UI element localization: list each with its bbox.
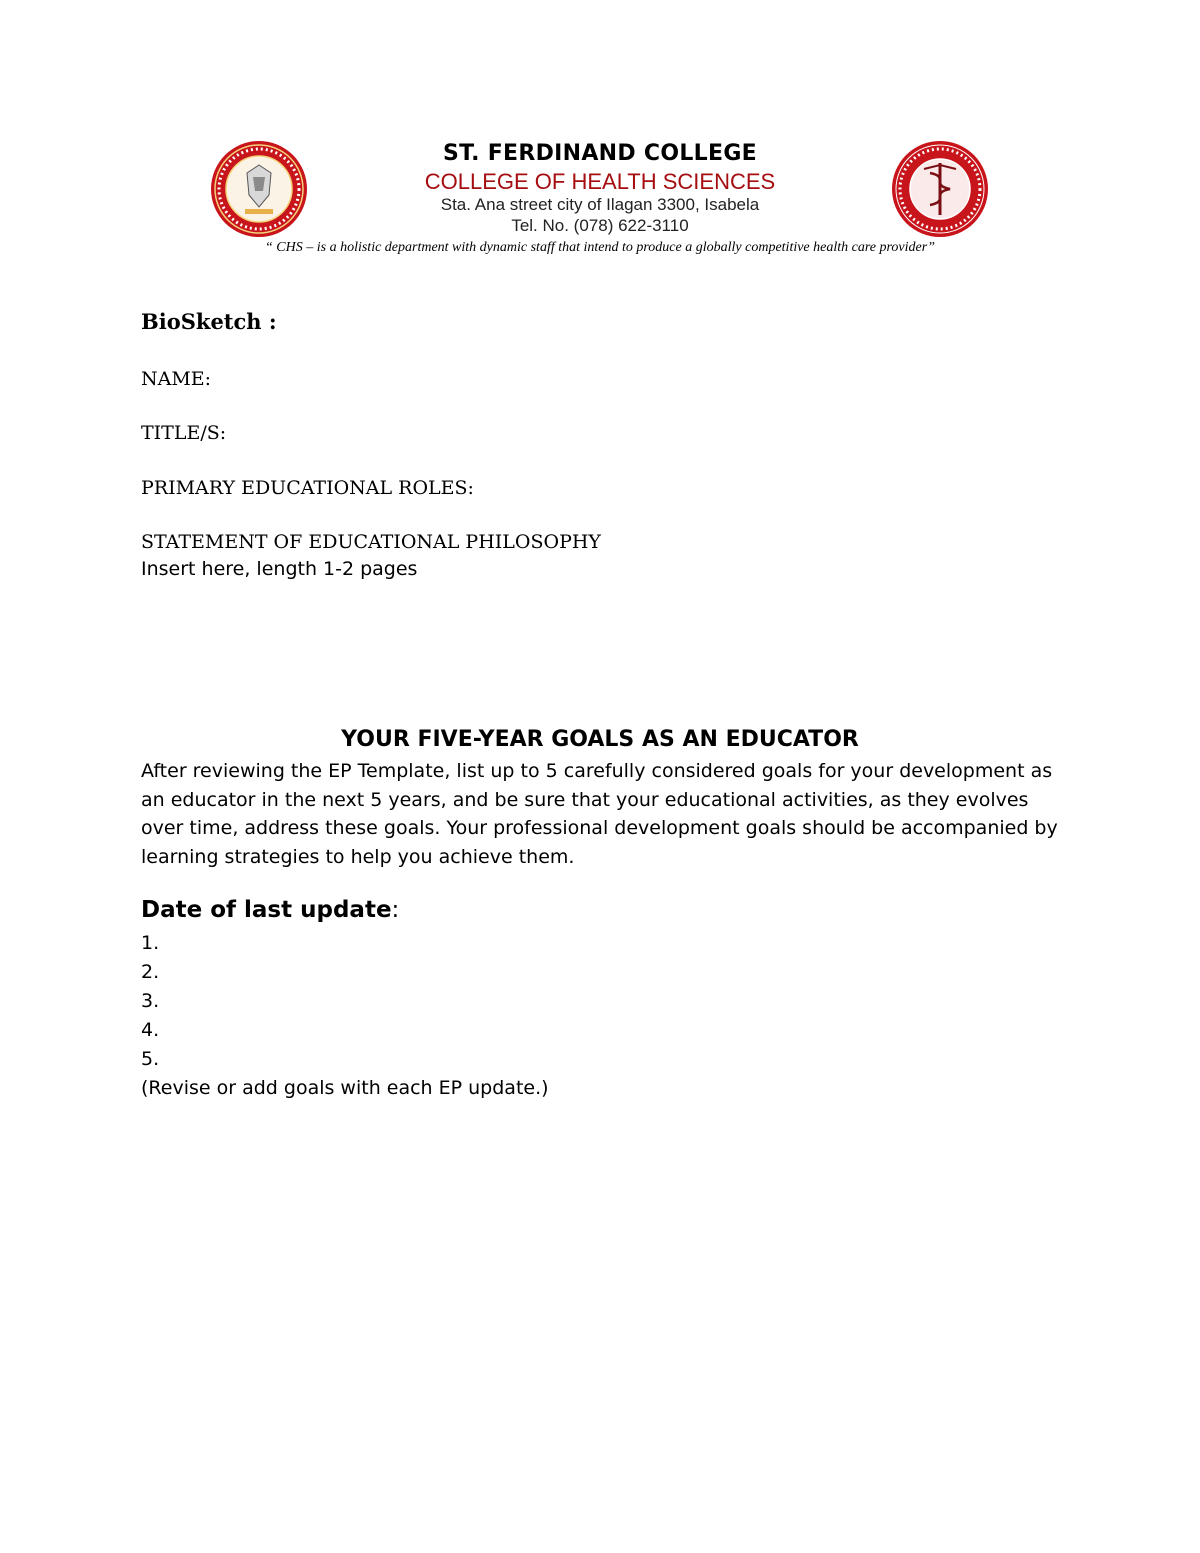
college-phone: Tel. No. (078) 622-3110 bbox=[511, 216, 689, 235]
college-name: ST. FERDINAND COLLEGE bbox=[442, 141, 758, 166]
goal-list bbox=[141, 929, 549, 1103]
goals-paragraph bbox=[141, 757, 1071, 871]
title-label: TITLE/S: bbox=[141, 422, 227, 444]
goal-item: 1. bbox=[141, 932, 160, 954]
last-update-colon: : bbox=[391, 897, 400, 923]
paragraph-line: learning strategies to help you achieve them. bbox=[141, 845, 575, 868]
department-name: COLLEGE OF HEALTH SCIENCES bbox=[424, 169, 776, 194]
college-seal-icon bbox=[209, 139, 309, 239]
goals-heading: YOUR FIVE-YEAR GOALS AS AN EDUCATOR bbox=[341, 727, 859, 752]
last-update-label bbox=[141, 897, 399, 923]
chs-seal-icon bbox=[890, 139, 990, 239]
department-motto: “ CHS – is a holistic department with dynamic staff that intend to produce a globally competitive health care provider” bbox=[265, 240, 935, 255]
roles-label: PRIMARY EDUCATIONAL ROLES: bbox=[141, 477, 474, 499]
paragraph-line: an educator in the next 5 years, and be sure that your educational activities, as they evolves bbox=[141, 788, 1029, 811]
last-update-text: Date of last update bbox=[141, 897, 392, 923]
philosophy-label: STATEMENT OF EDUCATIONAL PHILOSOPHY bbox=[141, 531, 601, 553]
college-address: Sta. Ana street city of Ilagan 3300, Isabela bbox=[440, 195, 760, 214]
paragraph-line: After reviewing the EP Template, list up to 5 carefully considered goals for your development as bbox=[141, 760, 1053, 782]
goal-item: 5. bbox=[141, 1048, 160, 1070]
paragraph-line: over time, address these goals. Your professional development goals should be accompanied by bbox=[141, 817, 1058, 839]
biosketch-heading: BioSketch : bbox=[141, 309, 277, 334]
philosophy-note: Insert here, length 1-2 pages bbox=[141, 558, 418, 580]
goal-item: 2. bbox=[141, 961, 160, 983]
goals-footnote: (Revise or add goals with each EP update.) bbox=[141, 1077, 549, 1099]
name-label: NAME: bbox=[141, 368, 212, 390]
goal-item: 4. bbox=[141, 1019, 160, 1041]
goal-item: 3. bbox=[141, 990, 160, 1012]
